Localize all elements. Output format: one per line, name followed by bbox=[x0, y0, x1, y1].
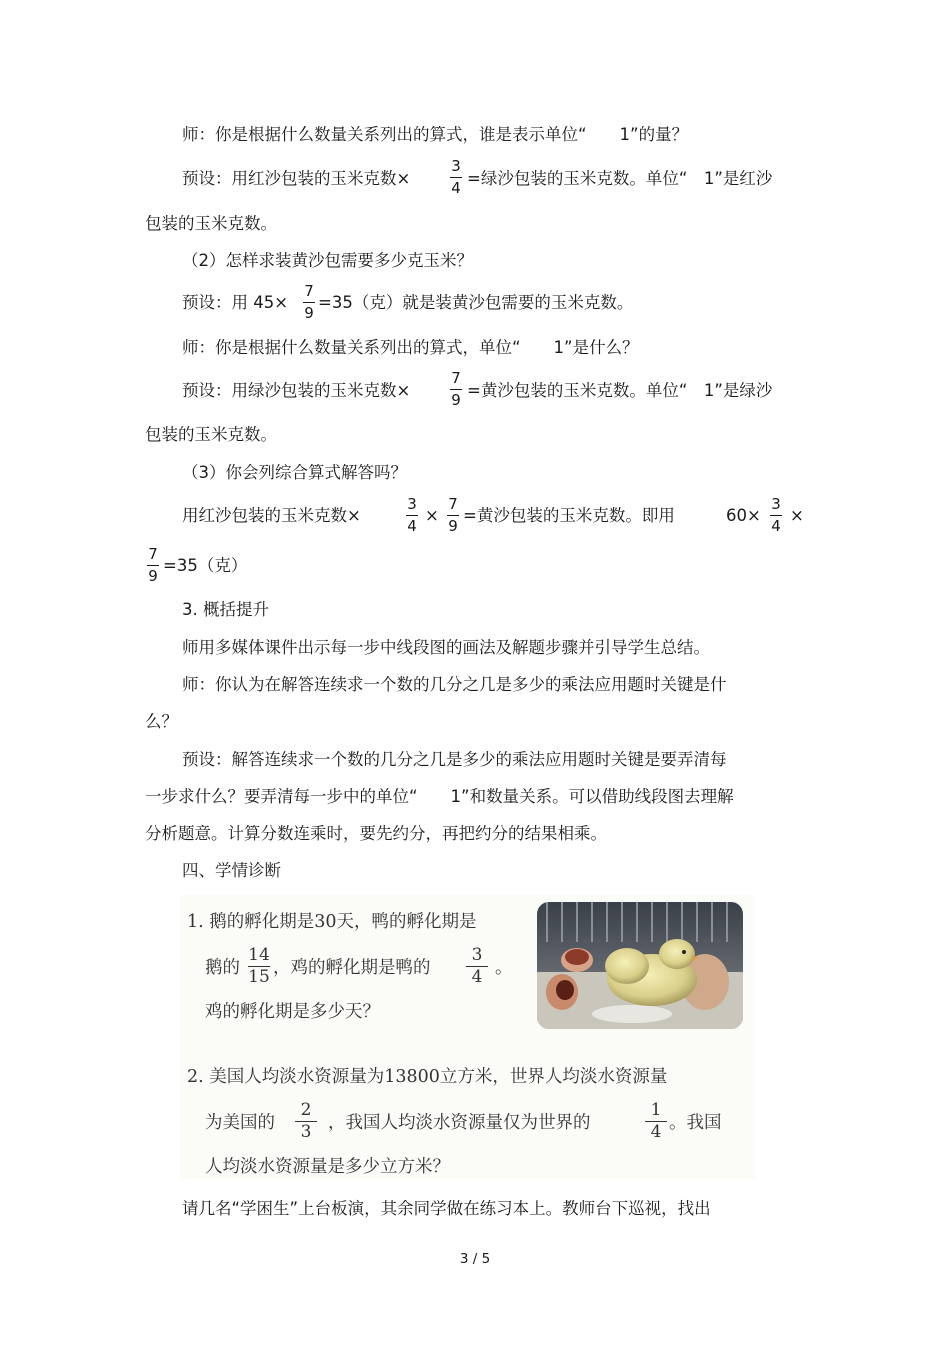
preset-answer-3-cont: 包装的玉米克数。 bbox=[145, 425, 277, 444]
fraction-numerator: 1 bbox=[650, 1100, 662, 1120]
fraction-numerator: 3 bbox=[407, 495, 417, 513]
fraction-numerator: 14 bbox=[248, 945, 270, 965]
exercise-1-line-2-start: 鹅的 bbox=[205, 958, 240, 978]
fraction-three-quarters bbox=[466, 946, 488, 987]
teacher-key-question: 师：你认为在解答连续求一个数的几分之几是多少的乘法应用题时关键是什 bbox=[182, 675, 727, 694]
fraction-denominator: 9 bbox=[448, 517, 458, 535]
fraction-seven-ninths bbox=[146, 545, 160, 586]
fraction-bar bbox=[450, 389, 462, 390]
page-number: 3 / 5 bbox=[459, 1251, 491, 1267]
combined-formula-mid: =黄沙包装的玉米克数。即用 bbox=[463, 506, 675, 525]
preset-answer-1-start: 预设：用红沙包装的玉米克数× bbox=[182, 169, 411, 188]
fraction-one-quarter bbox=[645, 1101, 667, 1142]
fraction-three-quarters bbox=[769, 495, 783, 536]
exercise-2-line-2-start: 为美国的 bbox=[205, 1113, 275, 1133]
fraction-seven-ninths bbox=[302, 282, 316, 323]
fraction-numerator: 7 bbox=[148, 545, 158, 563]
fraction-denominator: 4 bbox=[650, 1122, 662, 1142]
exercise-1-line-2-end: 。 bbox=[495, 958, 513, 978]
fraction-denominator: 4 bbox=[771, 517, 781, 535]
combined-formula-result: =35（克） bbox=[163, 556, 248, 575]
fraction-denominator: 15 bbox=[248, 967, 270, 987]
exercise-2-line-3: 人均淡水资源量是多少立方米？ bbox=[205, 1157, 450, 1177]
preset-answer-3-start: 预设：用绿沙包装的玉米克数× bbox=[182, 381, 411, 400]
teacher-key-question-cont: 么？ bbox=[145, 712, 178, 731]
fraction-numerator: 7 bbox=[448, 495, 458, 513]
preset-answer-2-start: 预设：用 45× bbox=[182, 293, 289, 312]
paragraph-board-practice: 请几名“学困生”上台板演，其余同学做在练习本上。教师台下巡视，找出 bbox=[182, 1199, 711, 1218]
preset-answer-1-cont: 包装的玉米克数。 bbox=[145, 214, 277, 233]
fraction-bar bbox=[147, 565, 159, 566]
preset-key-answer-cont: 一步求什么？要弄清每一步中的单位“ 1”和数量关系。可以借助线段图去理解 bbox=[145, 787, 734, 806]
preset-key-answer-cont2: 分析题意。计算分数连乘时，要先约分，再把约分的结果相乘。 bbox=[145, 824, 607, 843]
exercise-1-line-2-mid: ，鸡的孵化期是鸭的 bbox=[273, 958, 431, 978]
preset-key-answer: 预设：解答连续求一个数的几分之几是多少的乘法应用题时关键是要弄清每 bbox=[182, 750, 727, 769]
fraction-denominator: 4 bbox=[451, 179, 461, 197]
exercise-2-line-2-end: 。我国 bbox=[669, 1113, 722, 1133]
fraction-fourteen-fifteenths bbox=[248, 946, 270, 987]
fraction-bar bbox=[406, 515, 418, 516]
fraction-denominator: 9 bbox=[451, 391, 461, 409]
teacher-question-unit-one: 师：你是根据什么数量关系列出的算式，谁是表示单位“ 1”的量？ bbox=[182, 125, 689, 144]
fraction-denominator: 9 bbox=[148, 567, 158, 585]
preset-answer-2-end: =35（克）就是装黄沙包需要的玉米克数。 bbox=[318, 293, 634, 312]
fraction-numerator: 3 bbox=[451, 157, 461, 175]
combined-formula-start: 用红沙包装的玉米克数× bbox=[182, 506, 361, 525]
fraction-denominator: 4 bbox=[471, 967, 483, 987]
fraction-bar bbox=[303, 302, 315, 303]
fraction-seven-ninths bbox=[449, 369, 463, 410]
fraction-denominator: 4 bbox=[407, 517, 417, 535]
paragraph-summary: 师用多媒体课件出示每一步中线段图的画法及解题步骤并引导学生总结。 bbox=[182, 638, 710, 657]
fraction-two-thirds bbox=[295, 1101, 317, 1142]
fraction-three-quarters bbox=[405, 495, 419, 536]
chicks-photo bbox=[537, 902, 743, 1029]
fraction-bar bbox=[450, 177, 462, 178]
times-sign: × bbox=[425, 506, 439, 525]
fraction-numerator: 7 bbox=[451, 369, 461, 387]
fraction-numerator: 3 bbox=[771, 495, 781, 513]
question-3: （3）你会列综合算式解答吗？ bbox=[182, 463, 407, 482]
fraction-numerator: 3 bbox=[471, 945, 483, 965]
fraction-numerator: 2 bbox=[300, 1100, 312, 1120]
exercise-1-line-3: 鸡的孵化期是多少天？ bbox=[205, 1002, 380, 1022]
question-2: （2）怎样求装黄沙包需要多少克玉米？ bbox=[182, 251, 473, 270]
fraction-denominator: 9 bbox=[304, 304, 314, 322]
section-diagnosis-heading: 四、学情诊断 bbox=[182, 861, 281, 880]
exercise-2-line-2-mid: ，我国人均淡水资源量仅为世界的 bbox=[328, 1113, 591, 1133]
fraction-seven-ninths bbox=[446, 495, 460, 536]
fraction-denominator: 3 bbox=[300, 1122, 312, 1142]
fraction-three-quarters bbox=[449, 157, 463, 198]
fraction-numerator: 7 bbox=[304, 282, 314, 300]
section-summary-heading: 3. 概括提升 bbox=[182, 600, 269, 619]
exercise-2-line-1: 2. 美国人均淡水资源量为13800立方米，世界人均淡水资源量 bbox=[187, 1067, 668, 1087]
combined-formula-number: 60× bbox=[726, 506, 761, 525]
teacher-question-2: 师：你是根据什么数量关系列出的算式，单位“ 1”是什么？ bbox=[182, 338, 639, 357]
fraction-bar bbox=[770, 515, 782, 516]
preset-answer-3-end: =黄沙包装的玉米克数。单位“ 1”是绿沙 bbox=[467, 381, 773, 400]
fraction-bar bbox=[447, 515, 459, 516]
preset-answer-1-end: =绿沙包装的玉米克数。单位“ 1”是红沙 bbox=[467, 169, 773, 188]
exercise-1-line-1: 1. 鹅的孵化期是30天，鸭的孵化期是 bbox=[187, 912, 477, 932]
times-sign: × bbox=[790, 506, 804, 525]
